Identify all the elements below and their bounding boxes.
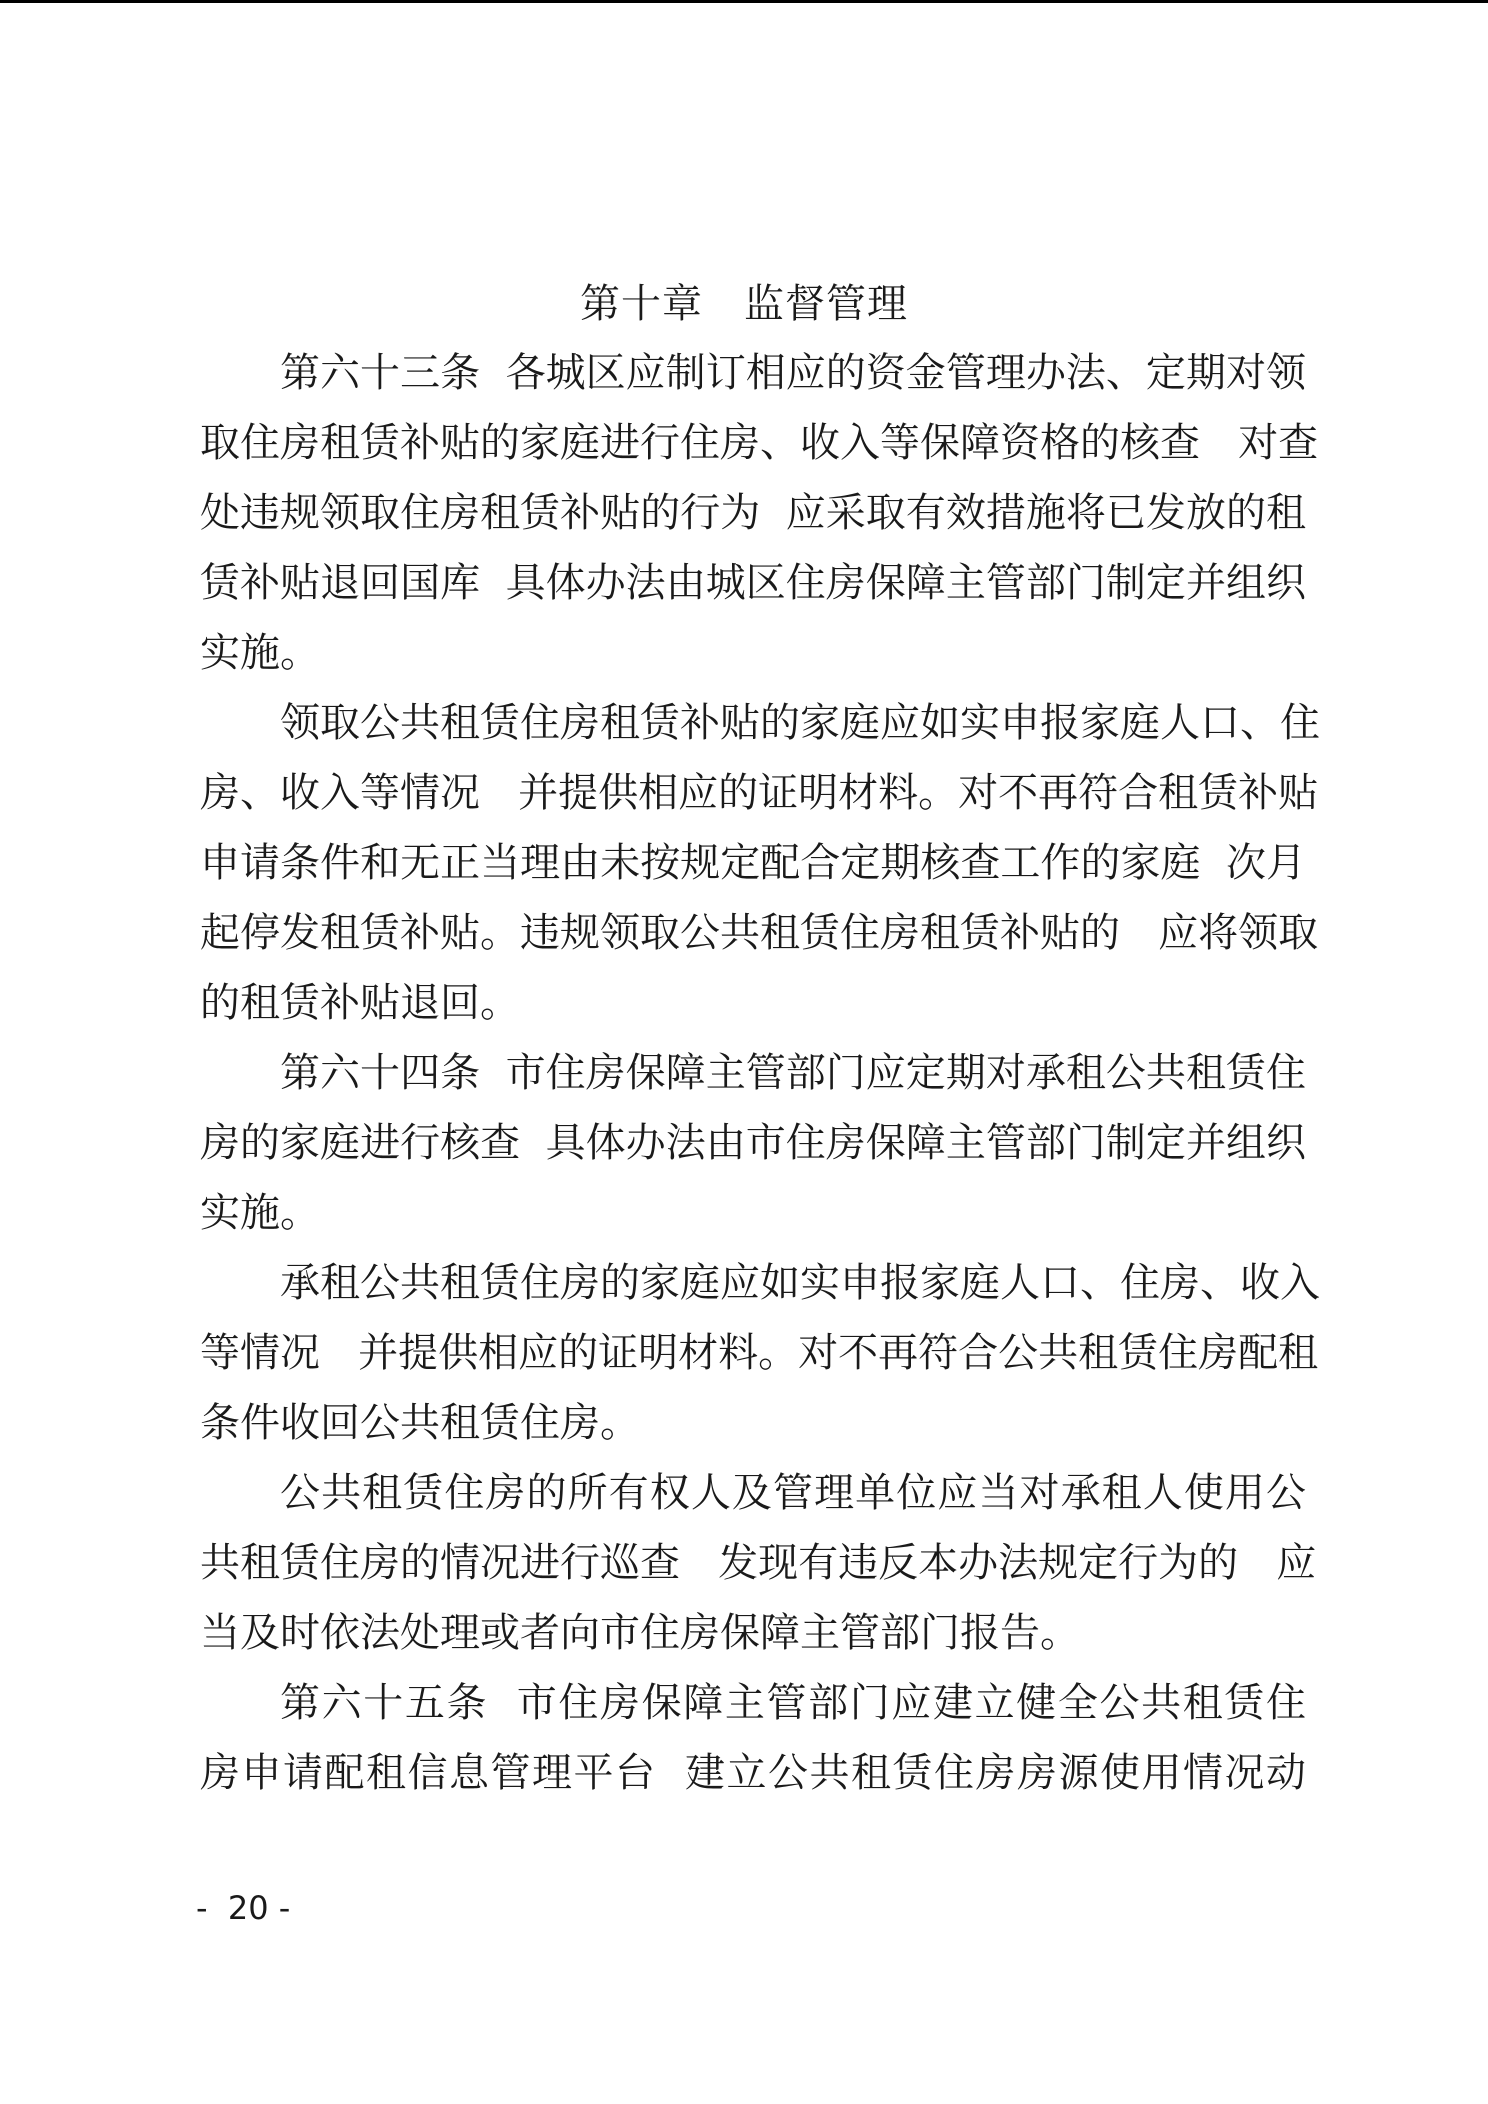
page-number: - 20 - [196,1889,291,1927]
text-line: 第六十四条 市住房保障主管部门应定期对承租公共租赁住 [280,1050,1306,1096]
text-line: 取住房租赁补贴的家庭进行住房、收入等保障资格的核查 对查 [200,420,1319,466]
text-line: 起停发租赁补贴。违规领取公共租赁住房租赁补贴的 应将领取 [200,910,1319,956]
body-text [200,338,1320,1808]
text-line: 房的家庭进行核查 具体办法由市住房保障主管部门制定并组织 [200,1120,1306,1166]
text-line: 实施。 [200,1190,320,1236]
text-line: 领取公共租赁住房租赁补贴的家庭应如实申报家庭人口、住 [280,700,1320,746]
text-line: 申请条件和无正当理由未按规定配合定期核查工作的家庭 次月 [200,840,1306,886]
text-line: 承租公共租赁住房的家庭应如实申报家庭人口、住房、收入 [280,1260,1320,1306]
text-line: 赁补贴退回国库 具体办法由城区住房保障主管部门制定并组织 [200,560,1306,606]
text-line: 房、收入等情况 并提供相应的证明材料。对不再符合租赁补贴 [200,770,1319,816]
text-line: 等情况 并提供相应的证明材料。对不再符合公共租赁住房配租 [200,1330,1319,1376]
chapter-title: 第十章 监督管理 [580,281,908,327]
text-line: 实施。 [200,630,320,676]
text-line: 的租赁补贴退回。 [200,980,520,1026]
text-line: 公共租赁住房的所有权人及管理单位应当对承租人使用公 [280,1470,1306,1516]
text-line: 条件收回公共租赁住房。 [200,1400,640,1446]
text-line: 处违规领取住房租赁补贴的行为 应采取有效措施将已发放的租 [200,490,1306,536]
text-line: 第六十五条 市住房保障主管部门应建立健全公共租赁住 [280,1680,1306,1726]
text-line: 共租赁住房的情况进行巡查 发现有违反本办法规定行为的 应 [200,1540,1317,1586]
text-line: 当及时依法处理或者向市住房保障主管部门报告。 [200,1610,1080,1656]
text-line: 房申请配租信息管理平台 建立公共租赁住房房源使用情况动 [200,1750,1306,1796]
top-border-rule [0,0,1488,3]
text-line: 第六十三条 各城区应制订相应的资金管理办法、定期对领 [280,350,1306,396]
